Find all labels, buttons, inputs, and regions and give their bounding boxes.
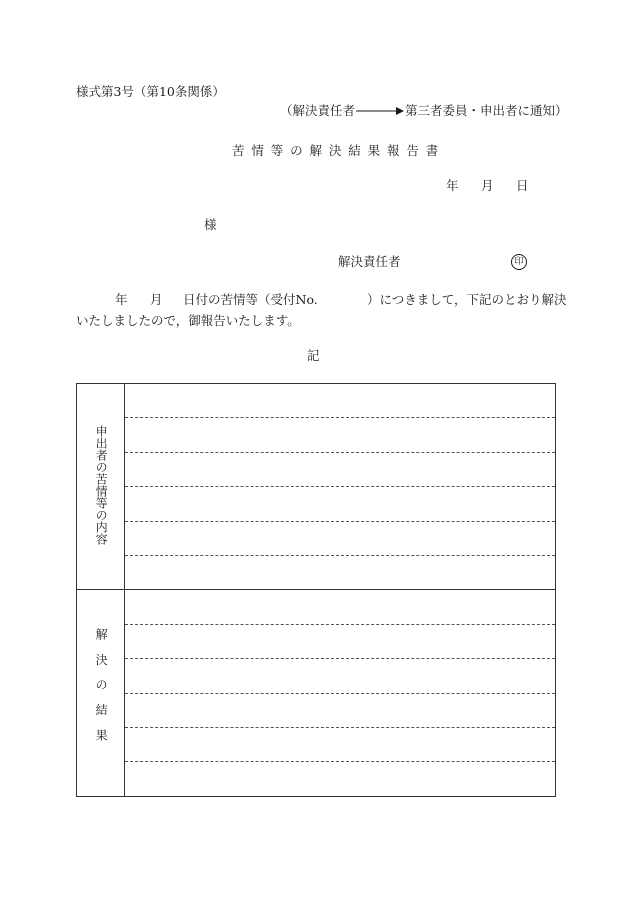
result-section-label: 解決の結果 <box>77 590 125 796</box>
date-year-label: 年 <box>446 178 459 193</box>
body-month: 月 <box>150 292 163 307</box>
complaint-line-2[interactable] <box>125 418 556 452</box>
right-arrow-icon <box>356 106 404 116</box>
addressee-suffix: 様 <box>204 217 217 232</box>
complaint-line-6[interactable] <box>125 555 556 589</box>
form-number: 様式第3号（第10条関係） <box>76 84 225 99</box>
complaint-row-1 <box>77 384 556 418</box>
seal-mark: 印 <box>514 256 524 267</box>
routing-to: 第三者委員・申出者に通知） <box>405 103 568 118</box>
complaint-line-3[interactable] <box>125 452 556 486</box>
body-after-no: ）につきまして，下記のとおり解決 <box>367 292 567 307</box>
date-month-label: 月 <box>481 178 494 193</box>
result-line-4[interactable] <box>125 693 556 727</box>
report-table <box>76 383 556 797</box>
result-row-1 <box>77 590 556 624</box>
date-day-label: 日 <box>516 178 529 193</box>
routing-line <box>280 105 568 118</box>
result-line-2[interactable] <box>125 624 556 658</box>
seal-icon <box>511 254 527 270</box>
result-line-3[interactable] <box>125 659 556 693</box>
body-line-2: いたしましたので，御報告いたします。 <box>76 313 300 328</box>
routing-from: （解決責任者 <box>280 103 356 118</box>
result-line-1[interactable] <box>125 590 556 624</box>
complaint-line-1[interactable] <box>125 384 556 418</box>
complaint-line-5[interactable] <box>125 521 556 555</box>
result-line-6[interactable] <box>125 762 556 796</box>
complaint-line-4[interactable] <box>125 487 556 521</box>
note-heading: 記 <box>307 348 320 363</box>
complaint-section-label: 申出者の苦情等の内容 <box>77 384 125 590</box>
responsible-person-label: 解決責任者 <box>338 254 401 269</box>
result-line-5[interactable] <box>125 727 556 761</box>
body-year: 年 <box>115 292 128 307</box>
document-title: 苦情等の解決結果報告書 <box>232 143 446 158</box>
body-date-phrase: 日付の苦情等（受付No. <box>183 292 318 307</box>
